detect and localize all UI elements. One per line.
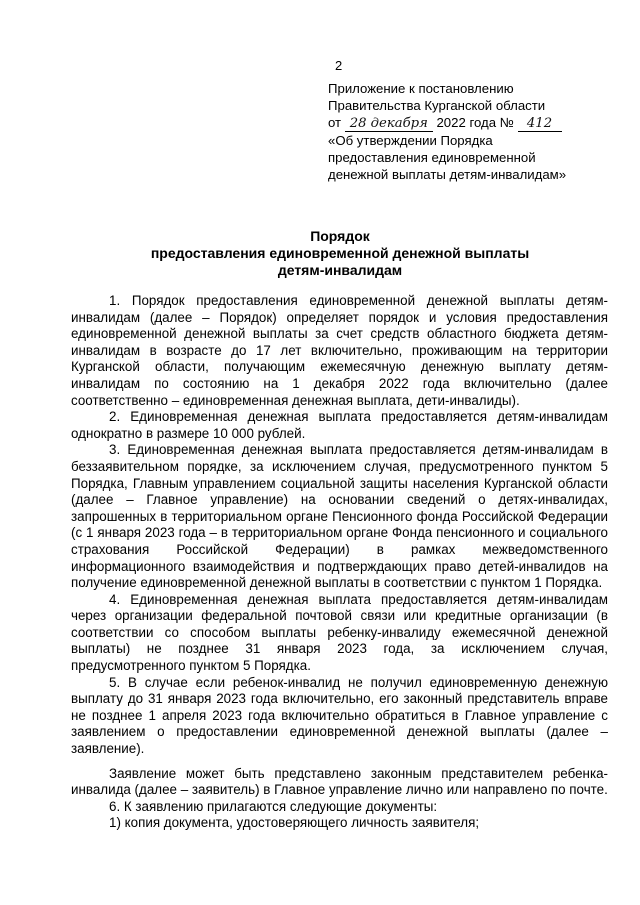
handwritten-number: 412	[518, 117, 562, 132]
appendix-block	[328, 80, 618, 183]
appendix-date-prefix: от	[328, 115, 342, 130]
appendix-line: Приложение к постановлению	[328, 81, 514, 96]
paragraph: 6. К заявлению прилагаются следующие документы:	[109, 798, 438, 814]
title-line: детям-инвалидам	[277, 262, 403, 278]
paragraph: 2. Единовременная денежная выплата предоставляется детям-инвалидам однократно в размере 10 000 рублей.	[71, 409, 608, 441]
appendix-line: «Об утверждении Порядка	[328, 133, 493, 148]
paragraph: 5. В случае если ребенок-инвалид не получил единовременную денежную выплату до 31 января 2023 года включительно, его законный представитель вправе не позднее 1 апреля 2023 года включительно обратиться в Главное управление с заявлением о предоставлении единовременной денежной выплаты (далее – заявление).	[71, 674, 608, 757]
page-number: 2	[335, 58, 343, 73]
appendix-line: Правительства Курганской области	[328, 98, 546, 113]
paragraph: 4. Единовременная денежная выплата предоставляется детям-инвалидам через организации федеральной почтовой связи или кредитные организации (в соответствии со способом выплаты ребенку-инвалиду ежемесячной денежной выплаты) не позднее 31 января 2023 года, за исключением случая, предусмотренного пунктом 5 Порядка.	[71, 591, 608, 674]
paragraph: 3. Единовременная денежная выплата предоставляется детям-инвалидам в беззаявительном порядке, за исключением случая, предусмотренного пунктом 5 Порядка, Главным управлением социальной защиты населения Курганской области (далее – Главное управление) на основании сведений о детях-инвалидах, запрошенных в территориальном органе Пенсионного фонда Российской Федерации (с 1 января 2023 года – в территориальном органе Фонда пенсионного и социального страхования Российской Федерации) в рамках межведомственного информационного взаимодействия и подтверждающих право детей-инвалидов на получение единовременной денежной выплаты в соответствии с пунктом 1 Порядка.	[71, 442, 608, 591]
title-line: предоставления единовременной денежной выплаты	[150, 245, 530, 261]
document-title	[72, 228, 608, 279]
paragraph: 1. Порядок предоставления единовременной денежной выплаты детям-инвалидам (далее – Порядок) определяет порядок и условия предоставления единовременной денежной выплаты за счет средств областного бюджета детям-инвалидам в возрасте до 17 лет включительно, проживающим на территории Курганской области, получающим ежемесячную денежную выплату детям-инвалидам по состоянию на 1 декабря 2022 года включительно (далее соответственно – единовременная денежная выплата, дети-инвалиды).	[71, 293, 608, 408]
appendix-date-middle: 2022 года №	[436, 115, 514, 130]
title-line: Порядок	[310, 228, 370, 244]
handwritten-date: 28 декабря	[345, 117, 433, 132]
document-body	[71, 293, 608, 832]
appendix-date-line	[328, 114, 618, 132]
paragraph: 1) копия документа, удостоверяющего личность заявителя;	[109, 815, 480, 831]
appendix-line: предоставления единовременной	[328, 150, 536, 165]
appendix-line: денежной выплаты детям-инвалидам»	[328, 167, 567, 182]
paragraph: Заявление может быть представлено законным представителем ребенка-инвалида (далее – заявитель) в Главное управление лично или направлено по почте.	[71, 765, 608, 798]
